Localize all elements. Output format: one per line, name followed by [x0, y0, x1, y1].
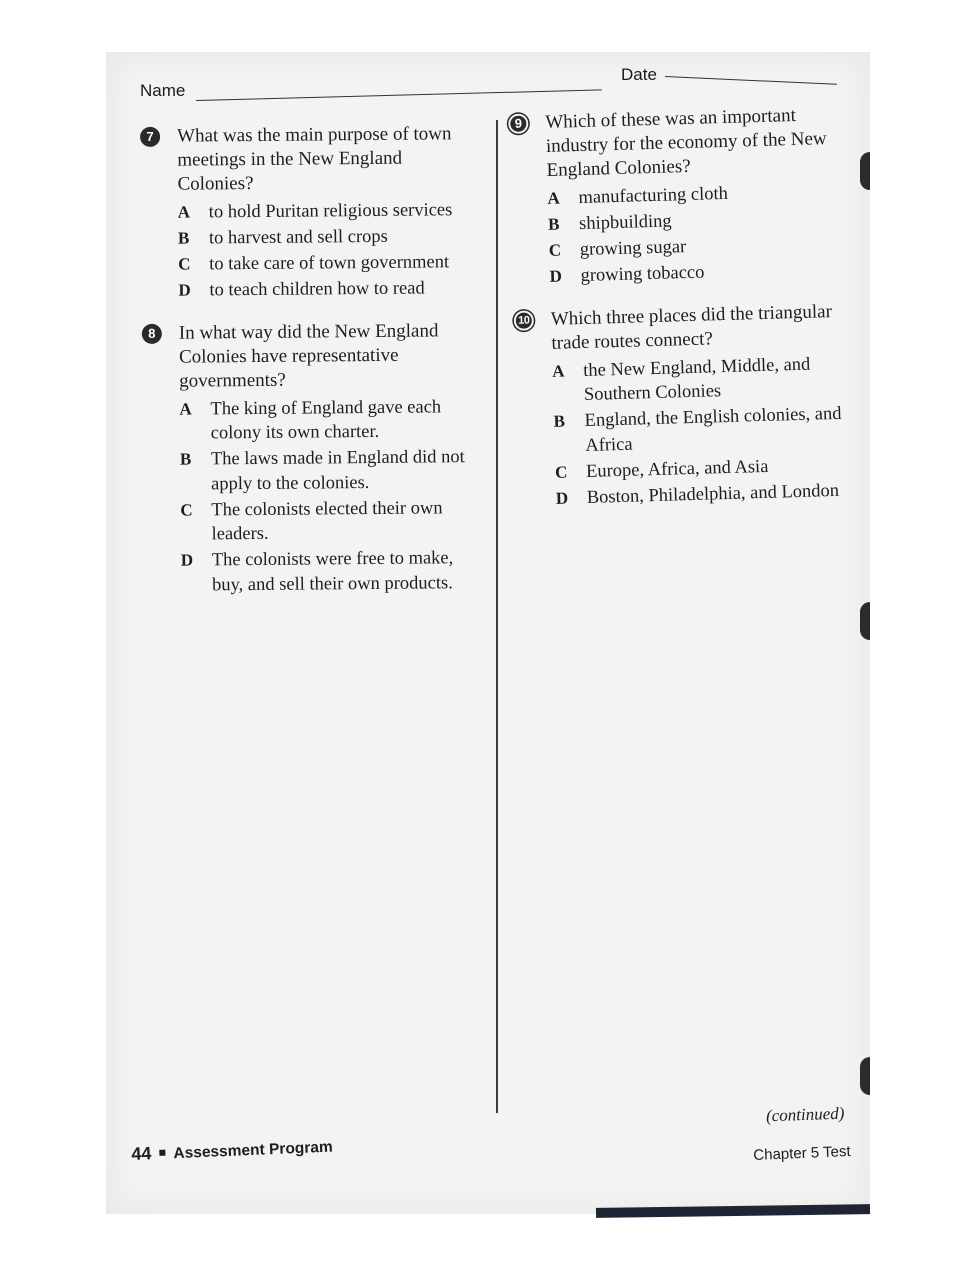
chapter-label: Chapter 5 Test — [753, 1142, 851, 1164]
answer-options — [178, 198, 482, 303]
option-text: Europe, Africa, and Asia — [585, 456, 769, 482]
answer-option — [180, 445, 483, 497]
binder-hole — [860, 1057, 870, 1095]
question-text: What was the main purpose of town meetings in the New England Colonies? — [177, 123, 452, 195]
option-letter: D — [180, 550, 194, 570]
option-text: to harvest and sell crops — [208, 226, 388, 249]
option-letter: A — [177, 202, 191, 222]
name-label: Name — [140, 81, 186, 100]
option-text: Boston, Philadelphia, and London — [586, 480, 840, 508]
option-letter: C — [178, 254, 191, 274]
answer-option — [181, 546, 484, 598]
column-divider — [496, 120, 498, 1113]
option-letter: B — [553, 411, 566, 431]
answer-options — [547, 179, 843, 290]
option-letter: C — [180, 500, 193, 520]
option-letter: B — [547, 214, 560, 234]
question-10 — [513, 299, 849, 512]
option-letter: B — [177, 228, 190, 248]
answer-option — [552, 351, 846, 408]
option-text: the New England, Middle, and Southern Colonies — [582, 354, 811, 405]
option-letter: D — [549, 266, 563, 286]
answer-options — [552, 351, 849, 511]
question-text: Which of these was an important industry for the economy of the New England Colonies? — [545, 104, 827, 181]
question-number-badge: 8 — [142, 323, 162, 343]
question-9 — [508, 103, 843, 291]
answer-option — [178, 250, 481, 277]
question-text: Which three places did the triangular trade routes connect? — [550, 300, 833, 354]
binder-hole — [860, 602, 870, 640]
option-text: England, the English colonies, and Africa — [584, 403, 842, 456]
option-letter: C — [554, 461, 568, 482]
question-number-badge: 7 — [140, 127, 160, 147]
option-text: The colonists were free to make, buy, and sell their own products. — [211, 548, 454, 595]
option-letter: B — [179, 449, 192, 469]
square-bullet-icon — [159, 1150, 165, 1156]
option-text: shipbuilding — [578, 211, 672, 235]
answer-option — [179, 395, 482, 447]
option-text: growing sugar — [579, 237, 687, 261]
option-text: The king of England gave each colony its own charter. — [210, 396, 442, 444]
answer-option — [178, 198, 481, 225]
answer-option — [553, 402, 847, 459]
date-label: Date — [621, 65, 657, 84]
continued-note: (continued) — [765, 1103, 845, 1126]
program-title: Assessment Program — [173, 1138, 334, 1163]
question-7 — [140, 122, 482, 303]
answer-options — [179, 395, 484, 598]
option-letter: C — [548, 240, 562, 260]
option-letter: A — [551, 361, 565, 381]
option-letter: D — [178, 280, 191, 300]
option-text: to hold Puritan religious services — [208, 200, 453, 223]
option-text: to teach children how to read — [209, 278, 425, 301]
option-text: manufacturing cloth — [578, 183, 729, 209]
option-letter: A — [547, 188, 560, 208]
binder-hole — [860, 152, 870, 190]
answer-option — [178, 276, 481, 303]
left-column — [140, 122, 484, 616]
option-text: to take care of town government — [209, 252, 450, 275]
answer-option — [180, 496, 483, 548]
option-text: The laws made in England did not apply to the colonies. — [210, 447, 465, 494]
question-8 — [142, 319, 484, 598]
answer-option — [178, 224, 481, 251]
question-text: In what way did the New England Colonies have representative governments? — [178, 319, 439, 392]
option-text: The colonists elected their own leaders. — [211, 497, 443, 545]
option-text: growing tobacco — [580, 262, 705, 287]
question-number-badge: 9 — [508, 113, 529, 134]
option-letter: D — [555, 487, 569, 508]
question-number-badge: 10 — [514, 310, 535, 331]
right-column — [508, 103, 850, 530]
option-letter: A — [179, 399, 192, 419]
page-number: 44 — [131, 1143, 152, 1164]
